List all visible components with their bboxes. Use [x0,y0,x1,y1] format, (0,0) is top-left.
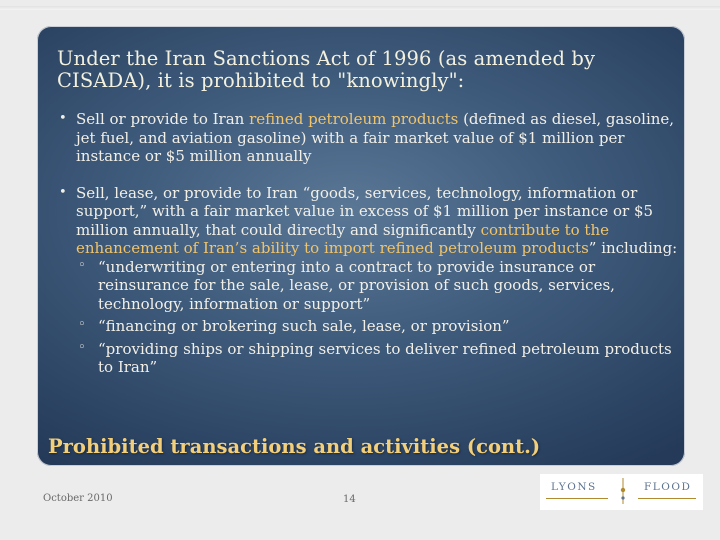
sub-bullet-item [76,317,678,336]
sub-bullet-icon: ◦ [78,257,86,273]
logo-rule-right [638,498,696,499]
top-rule [0,6,720,10]
slide-heading: Under the Iran Sanctions Act of 1996 (as amended by CISADA), it is prohibited to "knowingly": [57,47,596,92]
bullet-text: Sell or provide to Iran [76,110,250,128]
page-number: 14 [343,494,356,505]
sub-bullet-text: “providing ships or shipping services to deliver refined petroleum products to Iran” [98,339,672,376]
section-title: Prohibited transactions and activities (cont.) [48,435,541,458]
bullet-item [58,184,678,377]
logo-mark-icon [608,476,638,506]
bullet-text: (defined as diesel, gasoline, jet fuel, and aviation gasoline) with a fair market value of $1 million per instance or $5 million annually [76,110,675,165]
sub-bullet-list [76,258,678,377]
sub-bullet-text: “underwriting or entering into a contract to provide insurance or reinsurance for the sale, lease, or provision of such goods, services, technology, information or support” [98,257,615,313]
bullet-highlight: contribute to the enhancement of Iran’s ability to import refined petroleum products [76,220,609,257]
logo-rule-left [546,498,608,499]
bullet-list [58,110,678,395]
sub-bullet-icon: ◦ [78,317,86,332]
footer-date: October 2010 [43,493,113,504]
sub-bullet-item [76,340,678,377]
bullet-text: ” including: [588,239,678,257]
bullet-text: Sell, lease, or provide to Iran “goods, services, technology, information or support,” with a fair market value in excess of $1 million per instance or $5 million annually, that could directly and significantly [76,183,654,239]
bullet-icon: • [59,111,67,126]
logo-left-word: LYONS [551,481,597,493]
bullet-highlight: refined petroleum products [249,110,459,128]
company-logo [540,474,703,510]
bullet-item [58,110,678,166]
logo-right-word: FLOOD [644,481,692,493]
sub-bullet-icon: ◦ [78,339,86,355]
sub-bullet-item [76,258,678,314]
bullet-icon: • [59,184,67,200]
sub-bullet-text: “financing or brokering such sale, lease, or provision” [98,317,510,335]
